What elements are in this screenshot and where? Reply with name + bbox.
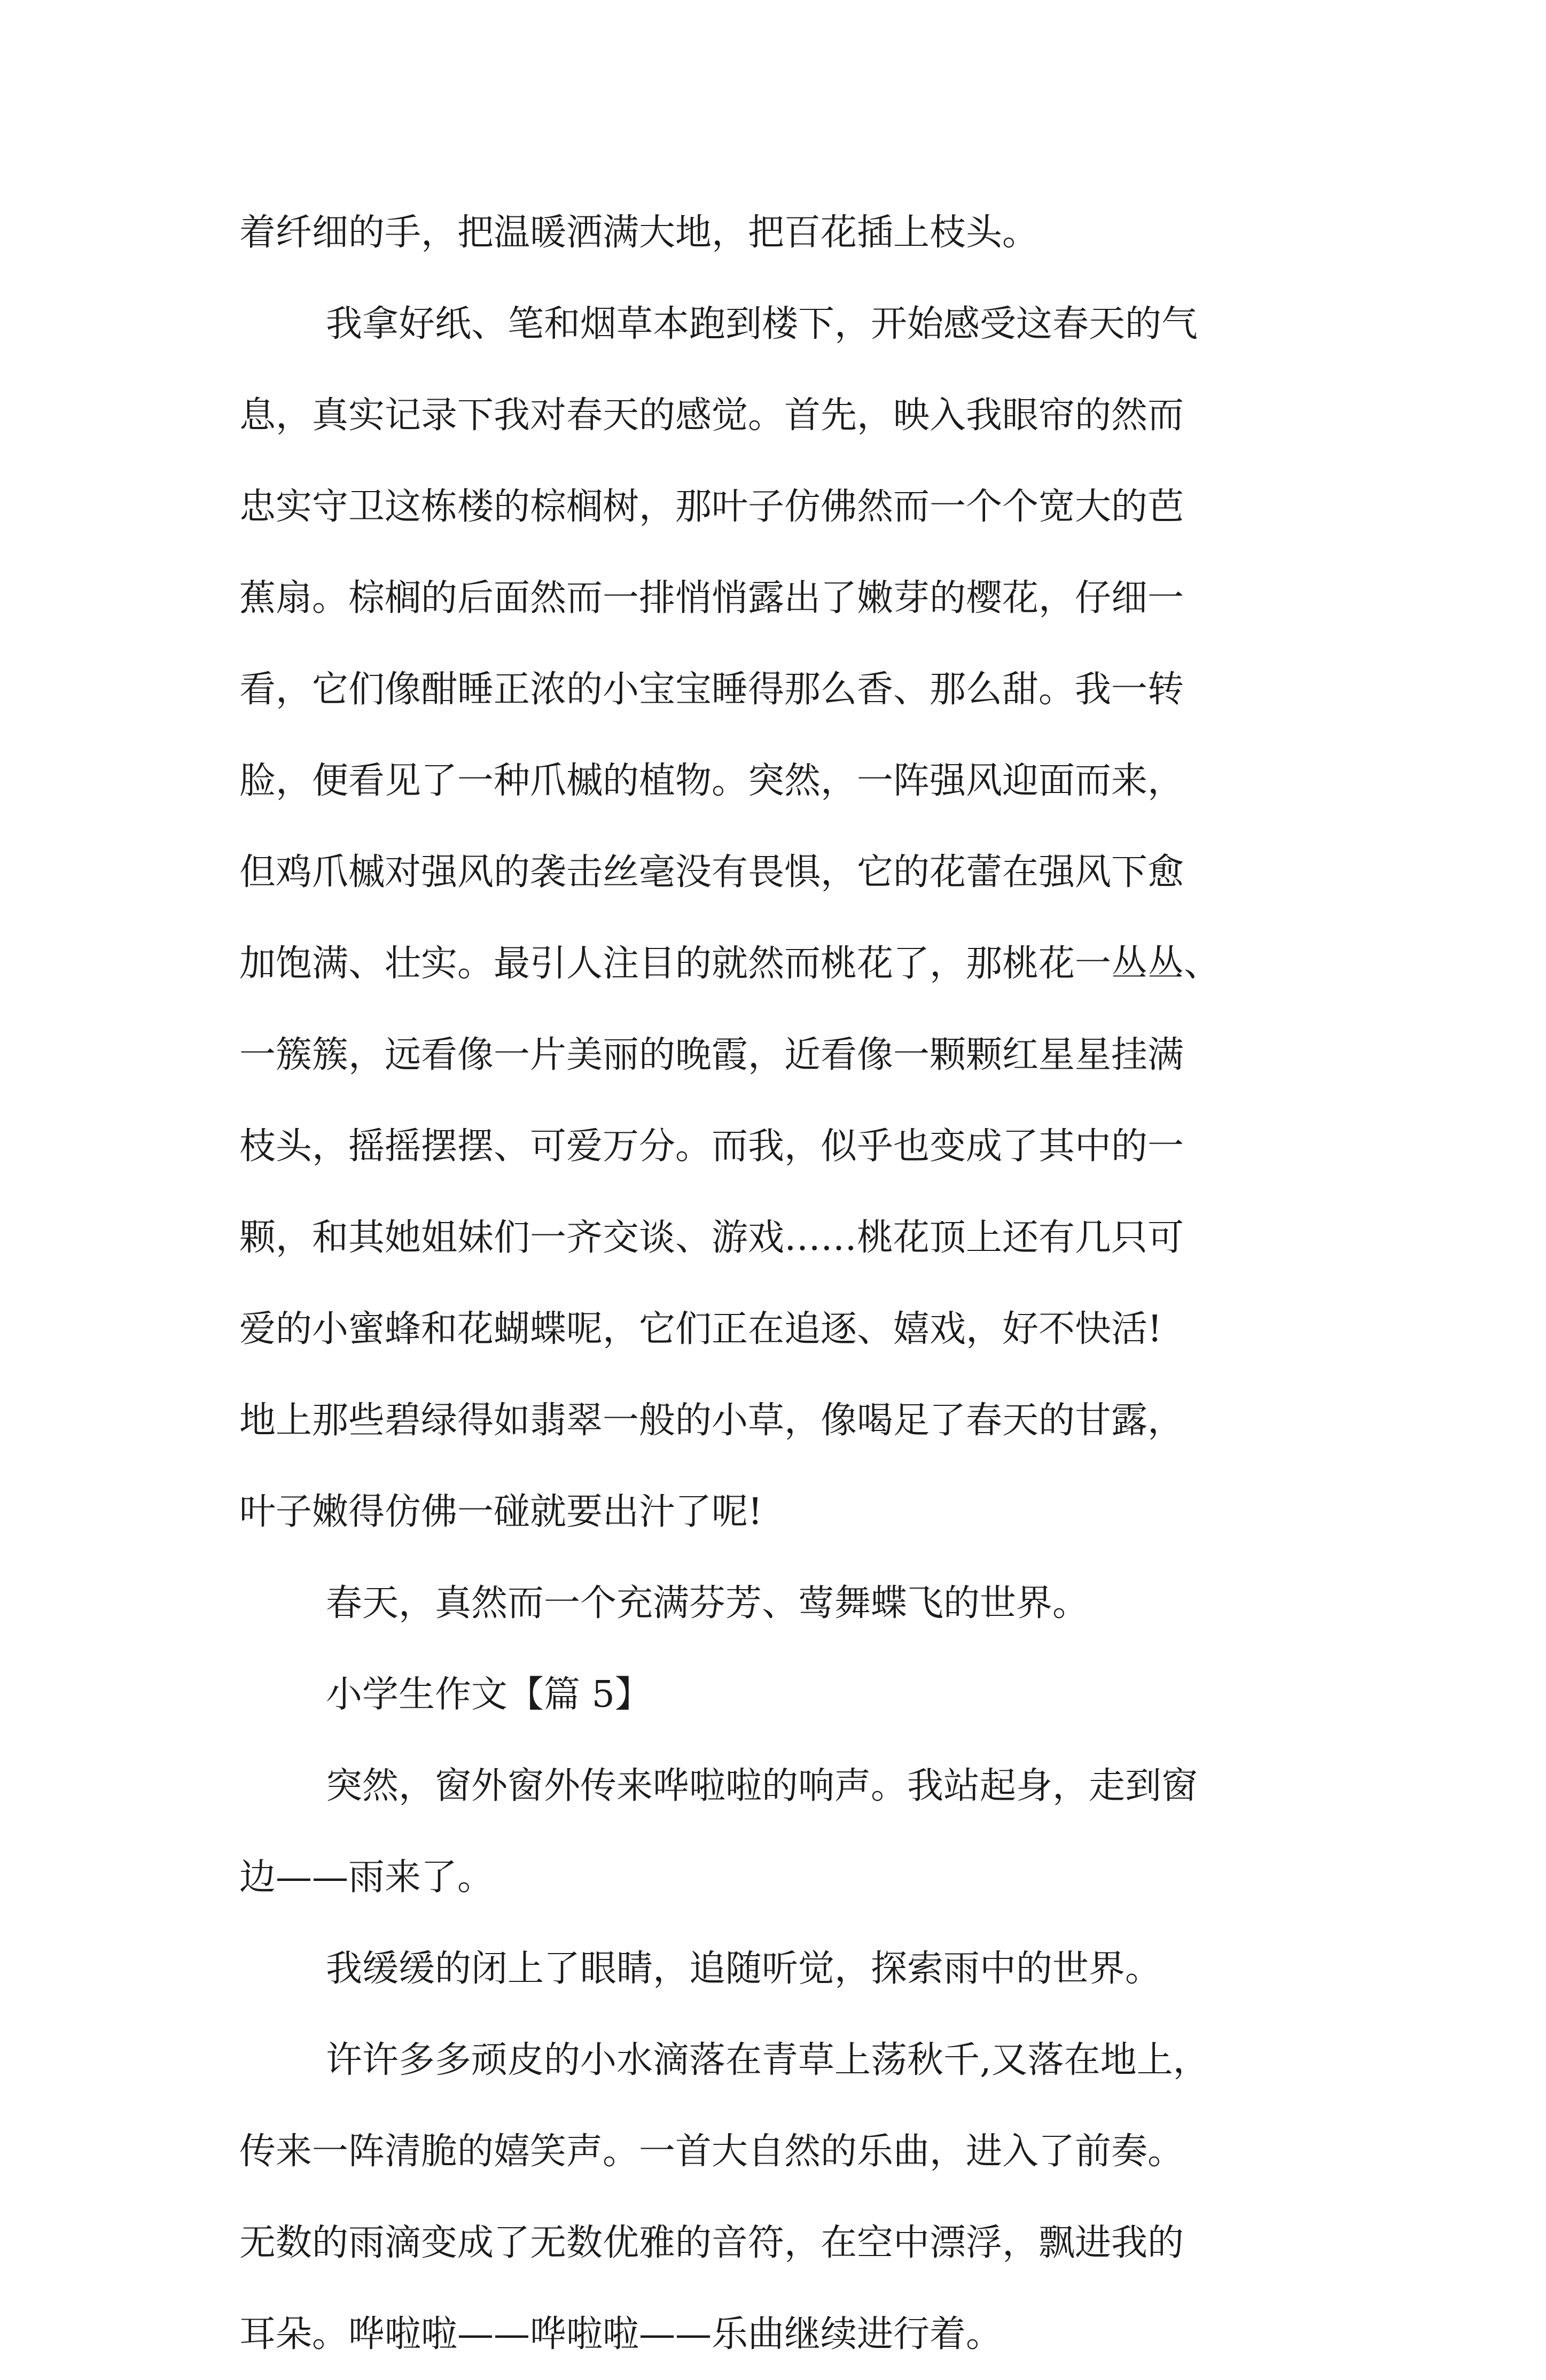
text-line: 边——雨来了。: [239, 1856, 494, 1899]
document-body: [239, 187, 1329, 2380]
text-line: 春天，真然而一个充满芬芳、莺舞蝶飞的世界。: [326, 1582, 1089, 1624]
text-line: 地上那些碧绿得如翡翠一般的小草，像喝足了春天的甘露，: [239, 1399, 1184, 1442]
text-line: 叶子嫩得仿佛一碰就要出汁了呢!: [239, 1491, 763, 1533]
text-line: 无数的雨滴变成了无数优雅的音符，在空中漂浮，飘进我的: [239, 2222, 1184, 2264]
text-line: 一簇簇，远看像一片美丽的晚霞，近看像一颗颗红星星挂满: [239, 1034, 1184, 1076]
text-line: 脸，便看见了一种爪槭的植物。突然，一阵强风迎面而来，: [239, 760, 1184, 802]
text-line: 忠实守卫这栋楼的棕榈树，那叶子仿佛然而一个个宽大的芭: [239, 486, 1184, 528]
text-line: 加饱满、壮实。最引人注目的就然而桃花了，那桃花一丛丛、: [239, 943, 1221, 985]
text-line: 息，真实记录下我对春天的感觉。首先，映入我眼帘的然而: [239, 394, 1184, 437]
text-line: 蕉扇。棕榈的后面然而一排悄悄露出了嫩芽的樱花，仔细一: [239, 577, 1184, 619]
text-line: 看，它们像酣睡正浓的小宝宝睡得那么香、那么甜。我一转: [239, 668, 1184, 711]
text-line: 耳朵。哗啦啦——哗啦啦——乐曲继续进行着。: [239, 2313, 1003, 2355]
text-line: 我拿好纸、笔和烟草本跑到楼下，开始感受这春天的气: [326, 303, 1198, 345]
text-line: 突然，窗外窗外传来哗啦啦的响声。我站起身，走到窗: [326, 1765, 1198, 1807]
text-line: 传来一阵清脆的嬉笑声。一首大自然的乐曲，进入了前奏。: [239, 2130, 1184, 2173]
text-line: 枝头，摇摇摆摆、可爱万分。而我，似乎也变成了其中的一: [239, 1125, 1184, 1168]
text-line: 但鸡爪槭对强风的袭击丝毫没有畏惧，它的花蕾在强风下愈: [239, 851, 1184, 893]
text-line: 着纤细的手，把温暖洒满大地，把百花插上枝头。: [239, 212, 1039, 254]
section-heading: 小学生作文【篇 5】: [326, 1674, 651, 1716]
text-line: 爱的小蜜蜂和花蝴蝶呢，它们正在追逐、嬉戏，好不快活!: [239, 1308, 1162, 1350]
text-line: 颗，和其她姐妹们一齐交谈、游戏……桃花顶上还有几只可: [239, 1217, 1184, 1259]
text-line: 我缓缓的闭上了眼睛，追随听觉，探索雨中的世界。: [326, 1948, 1162, 1990]
text-line: 许许多多顽皮的小水滴落在青草上荡秋千,又落在地上，: [326, 2039, 1209, 2081]
